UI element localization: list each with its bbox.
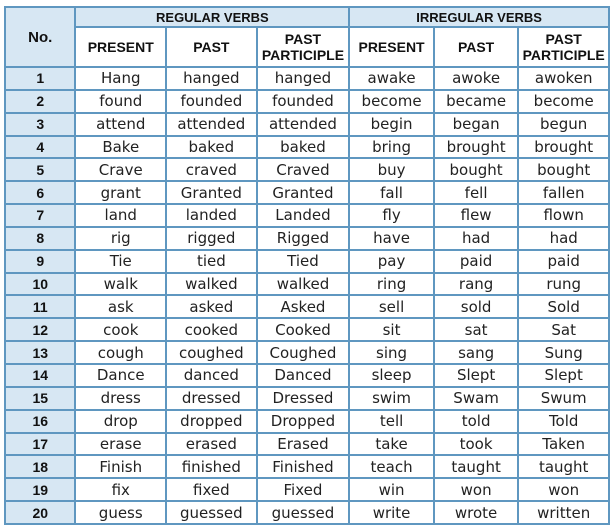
irregular-present-cell: win (350, 479, 433, 500)
regular-present-cell: grant (76, 182, 165, 203)
regular-past-cell: dressed (167, 388, 256, 409)
regular-past-cell: hanged (167, 68, 256, 89)
regular-past-participle-cell: Coughed (258, 342, 349, 363)
table-row (6, 434, 608, 455)
irregular-present-cell: bring (350, 137, 433, 158)
irregular-present-cell: tell (350, 411, 433, 432)
regular-present-cell: Bake (76, 137, 165, 158)
table-row (6, 274, 608, 295)
irregular-past-cell: flew (435, 205, 518, 226)
regular-present-cell: Finish (76, 456, 165, 477)
table-row (6, 251, 608, 272)
regular-past-cell: rigged (167, 228, 256, 249)
regular-present-cell: dress (76, 388, 165, 409)
regular-past-participle-cell: Dropped (258, 411, 349, 432)
regular-past-participle-cell: Granted (258, 182, 349, 203)
irregular-past-cell: began (435, 114, 518, 135)
regular-past-participle-cell: Landed (258, 205, 349, 226)
irregular-past-cell: fell (435, 182, 518, 203)
irregular-present-cell: take (350, 434, 433, 455)
regular-present-cell: erase (76, 434, 165, 455)
irregular-past-cell: became (435, 91, 518, 112)
regular-past-participle-cell: founded (258, 91, 349, 112)
irregular-past-participle-cell: had (519, 228, 608, 249)
row-number: 6 (6, 182, 74, 203)
regular-past-participle-cell: baked (258, 137, 349, 158)
verbs-table (4, 6, 610, 525)
irregular-verbs-header: IRREGULAR VERBS (350, 8, 608, 26)
row-number: 7 (6, 205, 74, 226)
regular-past-cell: guessed (167, 502, 256, 523)
irregular-present-cell: begin (350, 114, 433, 135)
regular-past-cell: attended (167, 114, 256, 135)
irregular-present-cell: pay (350, 251, 433, 272)
row-number: 15 (6, 388, 74, 409)
row-number: 3 (6, 114, 74, 135)
regular-past-participle-cell: walked (258, 274, 349, 295)
table-row (6, 114, 608, 135)
irregular-present-cell: have (350, 228, 433, 249)
regular-past-participle-cell: Craved (258, 159, 349, 180)
regular-present-cell: found (76, 91, 165, 112)
irregular-present-cell: swim (350, 388, 433, 409)
table-row (6, 205, 608, 226)
row-number: 18 (6, 456, 74, 477)
regular-present-cell: attend (76, 114, 165, 135)
irregular-past-cell: sat (435, 319, 518, 340)
irregular-present-cell: write (350, 502, 433, 523)
regular-past-cell: walked (167, 274, 256, 295)
regular-past-cell: fixed (167, 479, 256, 500)
regular-past-participle-cell: Fixed (258, 479, 349, 500)
irregular-past-cell: rang (435, 274, 518, 295)
row-number: 12 (6, 319, 74, 340)
row-number: 13 (6, 342, 74, 363)
regular-present-cell: fix (76, 479, 165, 500)
regular-past-participle-cell: Finished (258, 456, 349, 477)
irregular-past-participle-cell: become (519, 91, 608, 112)
irregular-past-participle-header: PAST PARTICIPLE (519, 28, 608, 66)
regular-present-header: PRESENT (76, 28, 165, 66)
regular-present-cell: Tie (76, 251, 165, 272)
irregular-present-cell: become (350, 91, 433, 112)
irregular-past-participle-cell: bought (519, 159, 608, 180)
table-row (6, 319, 608, 340)
regular-past-cell: coughed (167, 342, 256, 363)
irregular-past-cell: bought (435, 159, 518, 180)
regular-past-cell: Granted (167, 182, 256, 203)
irregular-past-participle-cell: Sold (519, 296, 608, 317)
regular-past-participle-cell: Dressed (258, 388, 349, 409)
irregular-past-cell: paid (435, 251, 518, 272)
table-row (6, 159, 608, 180)
row-number: 10 (6, 274, 74, 295)
regular-past-participle-cell: attended (258, 114, 349, 135)
regular-present-cell: Hang (76, 68, 165, 89)
regular-past-cell: asked (167, 296, 256, 317)
regular-present-cell: cough (76, 342, 165, 363)
irregular-past-cell: took (435, 434, 518, 455)
table-row (6, 182, 608, 203)
irregular-present-cell: awake (350, 68, 433, 89)
irregular-past-participle-cell: rung (519, 274, 608, 295)
irregular-present-cell: fly (350, 205, 433, 226)
regular-present-cell: rig (76, 228, 165, 249)
row-number: 4 (6, 137, 74, 158)
irregular-past-cell: taught (435, 456, 518, 477)
irregular-past-cell: sang (435, 342, 518, 363)
table-row (6, 228, 608, 249)
table-row (6, 296, 608, 317)
irregular-past-participle-cell: Taken (519, 434, 608, 455)
regular-present-cell: cook (76, 319, 165, 340)
irregular-past-cell: told (435, 411, 518, 432)
irregular-past-participle-cell: begun (519, 114, 608, 135)
regular-past-cell: cooked (167, 319, 256, 340)
regular-past-cell: tied (167, 251, 256, 272)
regular-past-participle-cell: hanged (258, 68, 349, 89)
group-header-row (6, 8, 608, 26)
irregular-present-cell: buy (350, 159, 433, 180)
irregular-past-participle-cell: won (519, 479, 608, 500)
irregular-past-cell: awoke (435, 68, 518, 89)
irregular-past-cell: Slept (435, 365, 518, 386)
table-row (6, 137, 608, 158)
table-row (6, 411, 608, 432)
irregular-present-cell: teach (350, 456, 433, 477)
regular-present-cell: ask (76, 296, 165, 317)
irregular-past-cell: Swam (435, 388, 518, 409)
table-row (6, 342, 608, 363)
row-number: 19 (6, 479, 74, 500)
row-number: 5 (6, 159, 74, 180)
irregular-past-cell: sold (435, 296, 518, 317)
row-number: 16 (6, 411, 74, 432)
irregular-past-participle-cell: awoken (519, 68, 608, 89)
regular-past-cell: founded (167, 91, 256, 112)
regular-past-participle-cell: guessed (258, 502, 349, 523)
row-number: 20 (6, 502, 74, 523)
table-row (6, 388, 608, 409)
row-number: 17 (6, 434, 74, 455)
irregular-past-participle-cell: Slept (519, 365, 608, 386)
regular-past-cell: baked (167, 137, 256, 158)
irregular-present-cell: ring (350, 274, 433, 295)
irregular-present-header: PRESENT (350, 28, 433, 66)
irregular-past-cell: won (435, 479, 518, 500)
regular-present-cell: land (76, 205, 165, 226)
regular-past-cell: craved (167, 159, 256, 180)
regular-present-cell: Crave (76, 159, 165, 180)
regular-past-participle-cell: Cooked (258, 319, 349, 340)
regular-past-participle-cell: Tied (258, 251, 349, 272)
regular-past-participle-cell: Danced (258, 365, 349, 386)
regular-past-cell: landed (167, 205, 256, 226)
irregular-past-participle-cell: Swum (519, 388, 608, 409)
irregular-past-participle-cell: taught (519, 456, 608, 477)
row-number: 8 (6, 228, 74, 249)
table-row (6, 365, 608, 386)
row-number: 2 (6, 91, 74, 112)
irregular-past-participle-cell: brought (519, 137, 608, 158)
row-number: 1 (6, 68, 74, 89)
irregular-present-cell: sit (350, 319, 433, 340)
regular-past-cell: dropped (167, 411, 256, 432)
column-header-row (6, 28, 608, 66)
row-number: 14 (6, 365, 74, 386)
irregular-past-participle-cell: written (519, 502, 608, 523)
table-row (6, 456, 608, 477)
irregular-past-cell: had (435, 228, 518, 249)
row-number: 11 (6, 296, 74, 317)
irregular-past-participle-cell: Sung (519, 342, 608, 363)
table-row (6, 91, 608, 112)
irregular-past-participle-cell: paid (519, 251, 608, 272)
table-header (6, 8, 608, 66)
table-row (6, 502, 608, 523)
no-column-header: No. (6, 8, 74, 66)
regular-present-cell: guess (76, 502, 165, 523)
regular-verbs-header: REGULAR VERBS (76, 8, 348, 26)
row-number: 9 (6, 251, 74, 272)
irregular-present-cell: sing (350, 342, 433, 363)
irregular-past-cell: wrote (435, 502, 518, 523)
table-body (6, 68, 608, 523)
regular-present-cell: walk (76, 274, 165, 295)
irregular-past-participle-cell: Told (519, 411, 608, 432)
regular-past-header: PAST (167, 28, 256, 66)
regular-past-participle-cell: Erased (258, 434, 349, 455)
irregular-present-cell: sell (350, 296, 433, 317)
regular-past-participle-header: PAST PARTICIPLE (258, 28, 349, 66)
regular-past-participle-cell: Rigged (258, 228, 349, 249)
irregular-past-header: PAST (435, 28, 518, 66)
table-row (6, 68, 608, 89)
regular-past-participle-cell: Asked (258, 296, 349, 317)
verbs-table-container (4, 6, 610, 525)
regular-present-cell: drop (76, 411, 165, 432)
regular-past-cell: danced (167, 365, 256, 386)
irregular-past-participle-cell: fallen (519, 182, 608, 203)
irregular-past-participle-cell: Sat (519, 319, 608, 340)
irregular-present-cell: fall (350, 182, 433, 203)
table-row (6, 479, 608, 500)
irregular-past-participle-cell: flown (519, 205, 608, 226)
irregular-past-cell: brought (435, 137, 518, 158)
regular-present-cell: Dance (76, 365, 165, 386)
regular-past-cell: finished (167, 456, 256, 477)
irregular-present-cell: sleep (350, 365, 433, 386)
regular-past-cell: erased (167, 434, 256, 455)
